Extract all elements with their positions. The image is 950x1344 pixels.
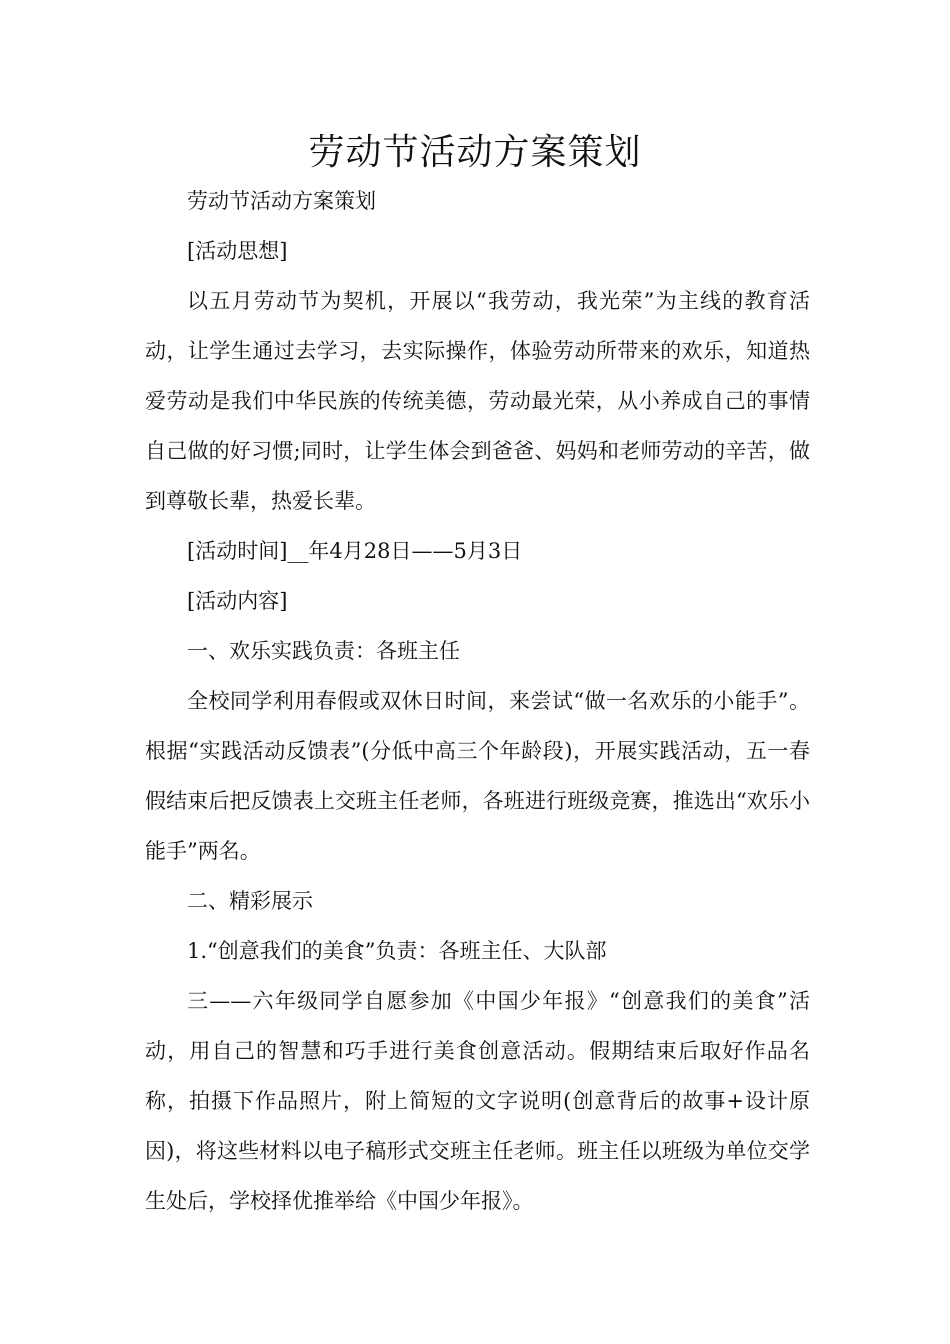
section-heading-activity-content: [活动内容]: [187, 589, 288, 613]
subheading-creative-food: 1.“创意我们的美食”负责：各班主任、大队部: [187, 939, 607, 963]
subheading-happy-practice: 一、欢乐实践负责：各班主任: [187, 639, 460, 663]
paragraph-creative-food: 三——六年级同学自愿参加《中国少年报》“创意我们的美食”活动，用自己的智慧和巧手进行美食创意活动。假期结束后取好作品名称，拍摄下作品照片，附上简短的文字说明(创意背后的故事+设计原因)，将这些材料以电子稿形式交班主任老师。班主任以班级为单位交学生处后，学校择优推举给《中国少年报》。: [145, 989, 810, 1213]
section-heading-activity-idea: [活动思想]: [187, 239, 288, 263]
section-heading-activity-time: [活动时间]__年4月28日——5月3日: [187, 539, 523, 563]
paragraph-happy-practice: 全校同学利用春假或双休日时间，来尝试“做一名欢乐的小能手”。根据“实践活动反馈表”(分低中高三个年龄段)，开展实践活动，五一春假结束后把反馈表上交班主任老师，各班进行班级竞赛，推选出“欢乐小能手”两名。: [145, 689, 810, 863]
document-body: [145, 176, 810, 1226]
paragraph-subtitle: 劳动节活动方案策划: [187, 189, 376, 213]
document-title: 劳动节活动方案策划: [308, 132, 642, 173]
subheading-showcase: 二、精彩展示: [187, 889, 313, 913]
paragraph-activity-idea: 以五月劳动节为契机，开展以“我劳动，我光荣”为主线的教育活动，让学生通过去学习，去实际操作，体验劳动所带来的欢乐，知道热爱劳动是我们中华民族的传统美德，劳动最光荣，从小养成自己的事情自己做的好习惯;同时，让学生体会到爸爸、妈妈和老师劳动的辛苦，做到尊敬长辈，热爱长辈。: [145, 289, 810, 513]
